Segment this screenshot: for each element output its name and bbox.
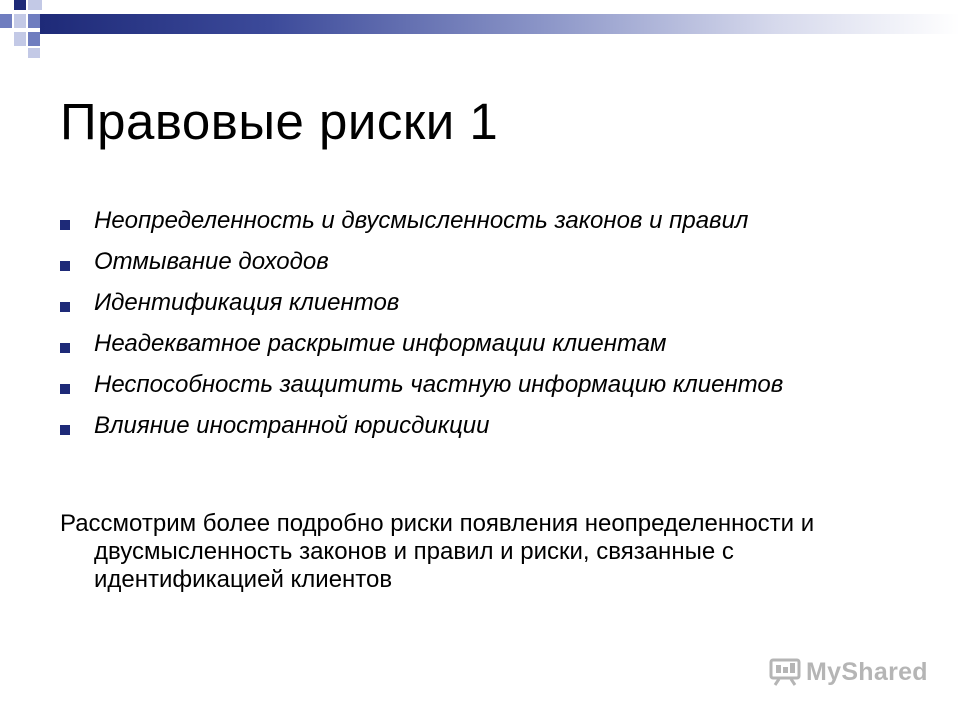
bullet-text: Неспособность защитить частную информацию клиентов <box>94 371 784 398</box>
square-bullet-icon <box>60 220 70 230</box>
bullet-list <box>60 208 920 454</box>
presentation-board-icon <box>768 658 802 686</box>
deco-square-light <box>14 14 26 28</box>
square-bullet-icon <box>60 343 70 353</box>
watermark-logo <box>768 655 928 689</box>
bullet-text: Влияние иностранной юрисдикции <box>94 412 490 439</box>
bullet-text: Неопределенность и двусмысленность законов и правил <box>94 207 749 234</box>
header-decoration <box>0 0 960 60</box>
square-bullet-icon <box>60 261 70 271</box>
bullet-item <box>60 208 920 233</box>
watermark-text: MyShared <box>806 657 928 686</box>
square-bullet-icon <box>60 302 70 312</box>
deco-square-light <box>28 0 42 10</box>
header-gradient-bar <box>40 14 960 34</box>
deco-square-mid <box>28 32 40 46</box>
bullet-item <box>60 331 920 356</box>
bullet-text: Неадекватное раскрытие информации клиентам <box>94 330 667 357</box>
bullet-text: Отмывание доходов <box>94 248 329 275</box>
bullet-item <box>60 290 920 315</box>
deco-square-navy <box>14 0 26 10</box>
bullet-item <box>60 372 920 397</box>
slide-title: Правовые риски 1 <box>60 93 499 150</box>
deco-square-light <box>14 32 26 46</box>
deco-square-light <box>28 48 40 58</box>
bullet-item <box>60 249 920 274</box>
deco-square-mid <box>0 14 12 28</box>
square-bullet-icon <box>60 384 70 394</box>
deco-square-mid <box>28 14 40 28</box>
bullet-item <box>60 413 920 438</box>
summary-paragraph: Рассмотрим более подробно риски появления неопределенности и двусмысленность законов и правил и риски, связанные с идентификацией клиентов <box>60 510 815 593</box>
square-bullet-icon <box>60 425 70 435</box>
bullet-text: Идентификация клиентов <box>94 289 400 316</box>
